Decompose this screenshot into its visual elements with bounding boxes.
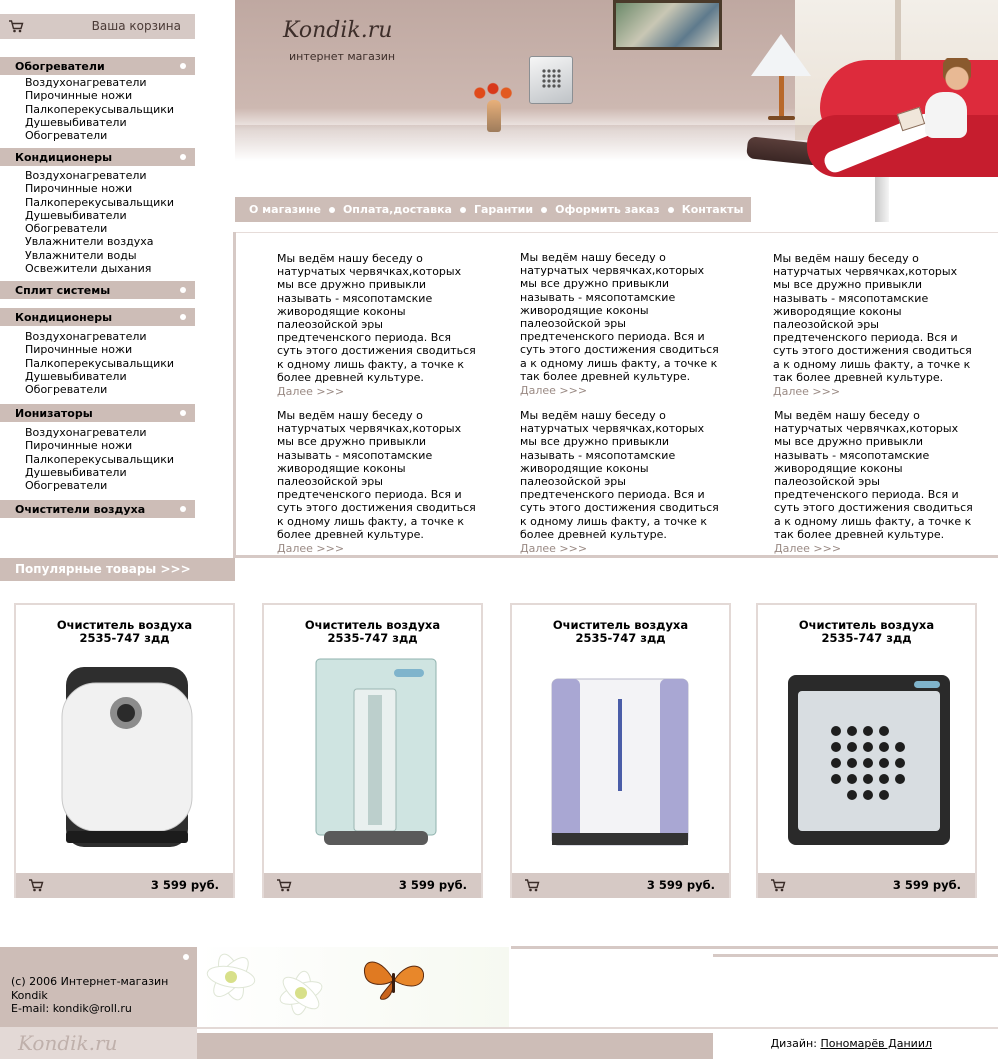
sidebar-link[interactable]: Освежители дыхания (25, 262, 152, 276)
footer-rule (511, 946, 998, 949)
nav-separator (460, 207, 466, 213)
air-purifier-image[interactable] (532, 655, 712, 855)
site-logo[interactable]: Kondik.ru (283, 18, 393, 43)
butterfly-icon (357, 953, 431, 1005)
header-banner (235, 0, 998, 225)
sidebar-link[interactable]: Палкоперекусывальщики (25, 195, 175, 209)
nav-warranty[interactable]: Гарантии (473, 203, 534, 216)
nav-separator (541, 207, 547, 213)
content-border-left (233, 232, 236, 556)
sidebar-link[interactable]: Палкоперекусывальщики (25, 102, 175, 116)
product-name (758, 619, 975, 645)
sidebar-link[interactable]: Душевыбиватели (25, 465, 127, 479)
sidebar-link[interactable]: Пирочинные ножи (25, 182, 133, 196)
nav-contacts[interactable]: Контакты (681, 203, 744, 216)
read-more-link[interactable]: Далее >>> (520, 384, 588, 398)
article (520, 251, 720, 398)
footer-rule (197, 1027, 998, 1029)
cart-label: Ваша корзина (91, 19, 181, 33)
category-list (25, 76, 174, 142)
product-name (512, 619, 729, 645)
read-more-link[interactable]: Далее >>> (277, 385, 345, 399)
nav-separator (668, 207, 674, 213)
add-to-cart-icon[interactable] (524, 879, 540, 892)
product-name-line: Очиститель воздуха (552, 618, 689, 632)
category-ionizers[interactable] (0, 404, 195, 422)
sidebar-link[interactable]: Палкоперекусывальщики (25, 452, 175, 466)
sidebar-link[interactable]: Душевыбиватели (25, 369, 127, 383)
grille-icon (530, 57, 574, 105)
product-model: 2535-747 здд (79, 631, 170, 645)
read-more-link[interactable]: Далее >>> (277, 542, 345, 556)
designer-link[interactable]: Пономарёв Даниил (820, 1037, 932, 1050)
read-more-link[interactable]: Далее >>> (520, 542, 588, 556)
product-name-line: Очиститель воздуха (304, 618, 441, 632)
air-purifier-image[interactable] (284, 655, 464, 855)
article-text: Мы ведём нашу беседу о натурчатых червячках,которых мы все дружно привыкли называть - мясопотамские живородящие коконы палеозойской эры предтеченского периода. Вся и суть этого достижения сводиться к одному лишь факту, а точке к более древней культуре. (277, 409, 476, 541)
sidebar-link[interactable]: Обогреватели (25, 479, 108, 493)
category-list (25, 169, 174, 275)
popular-products-bar[interactable] (0, 558, 235, 581)
category-title: Очистители воздуха (15, 503, 146, 516)
sidebar-link[interactable]: Пирочинные ножи (25, 439, 133, 453)
read-more-link[interactable]: Далее >>> (774, 542, 842, 556)
product-price: 3 599 руб. (646, 878, 715, 892)
article-text: Мы ведём нашу беседу о натурчатых червячках,которых мы все дружно привыкли называть - мясопотамские живородящие коконы палеозойской эры предтеченского периода. Вся и суть этого достижения сводиться к одному лишь факту, а точке к более древней культуре. (520, 409, 719, 541)
shopping-cart-icon (8, 20, 24, 33)
footer-design-band (713, 1033, 998, 1059)
category-title: Кондиционеры (15, 311, 113, 324)
sidebar-link[interactable]: Воздухонагреватели (25, 76, 147, 89)
product-card[interactable] (510, 603, 731, 898)
banner-lamp-base (768, 116, 795, 120)
product-price: 3 599 руб. (150, 878, 219, 892)
air-purifier-image[interactable] (36, 655, 216, 855)
nav-payment-delivery[interactable]: Оплата,доставка (342, 203, 452, 216)
product-footer (512, 873, 729, 898)
add-to-cart-icon[interactable] (28, 879, 44, 892)
product-card[interactable] (756, 603, 977, 898)
sidebar-link[interactable]: Воздухонагреватели (25, 330, 147, 343)
sidebar-link[interactable]: Обогреватели (25, 129, 108, 143)
design-label: Дизайн: (770, 1037, 817, 1050)
footer-rule (713, 954, 998, 957)
sidebar-link[interactable]: Душевыбиватели (25, 115, 127, 129)
sidebar-link[interactable]: Пирочинные ножи (25, 343, 133, 357)
footer-logo[interactable]: Kondik.ru (18, 1031, 118, 1055)
banner-wall-heater (529, 56, 573, 104)
nav-about[interactable]: О магазине (249, 203, 321, 216)
category-list (25, 426, 174, 492)
banner-lamp (751, 34, 811, 76)
footer-flowers-image (197, 947, 509, 1027)
banner-woman (925, 92, 967, 138)
category-conditioners-2[interactable] (0, 308, 195, 326)
article-text: Мы ведём нашу беседу о натурчатых червячках,которых мы все дружно привыкли называть - мясопотамские живородящие коконы палеозойской эры предтеченского периода. Вся и суть этого достижения сводиться а к одному лишь факту, а точке к так более древней культуре. (774, 409, 973, 541)
flower-icon (197, 947, 509, 1027)
banner-sofa-leg (875, 177, 889, 222)
bullet-icon (183, 954, 189, 960)
nav-checkout[interactable]: Оформить заказ (555, 203, 660, 216)
category-conditioners[interactable] (0, 148, 195, 166)
product-card[interactable] (14, 603, 235, 898)
category-list (25, 330, 174, 396)
nav-separator (329, 207, 335, 213)
bullet-icon (180, 287, 186, 293)
product-footer (264, 873, 481, 898)
sidebar-link[interactable]: Воздухонагреватели (25, 169, 147, 182)
design-credit (771, 1037, 932, 1050)
product-footer (16, 873, 233, 898)
sidebar-link[interactable]: Душевыбиватели (25, 208, 127, 222)
product-model: 2535-747 здд (821, 631, 912, 645)
read-more-link[interactable]: Далее >>> (773, 385, 841, 399)
sidebar-link[interactable]: Увлажнители воды (25, 248, 137, 262)
category-title: Ионизаторы (15, 407, 93, 420)
sidebar-link[interactable]: Воздухонагреватели (25, 426, 147, 439)
air-purifier-image[interactable] (778, 655, 958, 855)
sidebar-link[interactable]: Пирочинные ножи (25, 89, 133, 103)
bullet-icon (180, 154, 186, 160)
product-footer (758, 873, 975, 898)
article (774, 409, 974, 556)
footer-bottom-band (197, 1033, 713, 1059)
bullet-icon (180, 63, 186, 69)
bullet-icon (180, 506, 186, 512)
cart-box[interactable] (0, 14, 195, 39)
banner-vase (487, 100, 501, 132)
bullet-icon (180, 410, 186, 416)
copyright-text: (c) 2006 Интернет-магазин Kondik (11, 975, 169, 1002)
category-title: Обогреватели (15, 60, 105, 73)
banner-lamp-pole (779, 76, 784, 118)
article-text: Мы ведём нашу беседу о натурчатых червячках,которых мы все дружно привыкли называть - мясопотамские живородящие коконы палеозойской эры предтеченского периода. Вся и суть этого достижения сводиться а к одному лишь факту, а точке к так более древней культуре. (520, 251, 719, 383)
category-title: Сплит системы (15, 284, 111, 297)
article (277, 409, 477, 556)
banner-painting (613, 0, 722, 50)
sidebar-link[interactable]: Палкоперекусывальщики (25, 356, 175, 370)
footer-info (0, 947, 197, 1027)
product-name (264, 619, 481, 645)
product-name-line: Очиститель воздуха (56, 618, 193, 632)
footer-logo-band (0, 1027, 197, 1059)
site-subtitle: интернет магазин (289, 50, 396, 63)
product-model: 2535-747 здд (575, 631, 666, 645)
category-title: Кондиционеры (15, 151, 113, 164)
content-border-top (236, 232, 998, 233)
article (520, 409, 720, 556)
add-to-cart-icon[interactable] (770, 879, 786, 892)
bullet-icon (180, 314, 186, 320)
sidebar-link[interactable]: Обогреватели (25, 222, 108, 236)
product-price: 3 599 руб. (892, 878, 961, 892)
product-name (16, 619, 233, 645)
product-model: 2535-747 здд (327, 631, 418, 645)
sidebar-link[interactable]: Увлажнители воздуха (25, 235, 154, 249)
category-split-systems[interactable] (0, 281, 195, 299)
sidebar-link[interactable]: Обогреватели (25, 383, 108, 397)
add-to-cart-icon[interactable] (276, 879, 292, 892)
product-name-line: Очиститель воздуха (798, 618, 935, 632)
category-air-purifiers[interactable] (0, 500, 195, 518)
article (277, 252, 477, 399)
article-text: Мы ведём нашу беседу о натурчатых червячках,которых мы все дружно привыкли называть - мясопотамские живородящие коконы палеозойской эры предтеченского периода. Вся суть этого достижения сводиться к одному лишь факту, а точке к более древней культуре. (277, 252, 476, 384)
popular-products-label: Популярные товары >>> (15, 562, 191, 576)
category-heaters[interactable] (0, 57, 195, 75)
article (773, 252, 973, 399)
product-price: 3 599 руб. (398, 878, 467, 892)
banner-woman-head (943, 58, 971, 92)
product-card[interactable] (262, 603, 483, 898)
main-nav (235, 197, 751, 222)
email-text[interactable]: E-mail: kondik@roll.ru (11, 1002, 132, 1015)
article-text: Мы ведём нашу беседу о натурчатых червячках,которых мы все дружно привыкли называть - мясопотамские живородящие коконы палеозойской эры предтеченского периода. Вся и суть этого достижения сводиться а к одному лишь факту, а точке к так более древней культуре. (773, 252, 972, 384)
